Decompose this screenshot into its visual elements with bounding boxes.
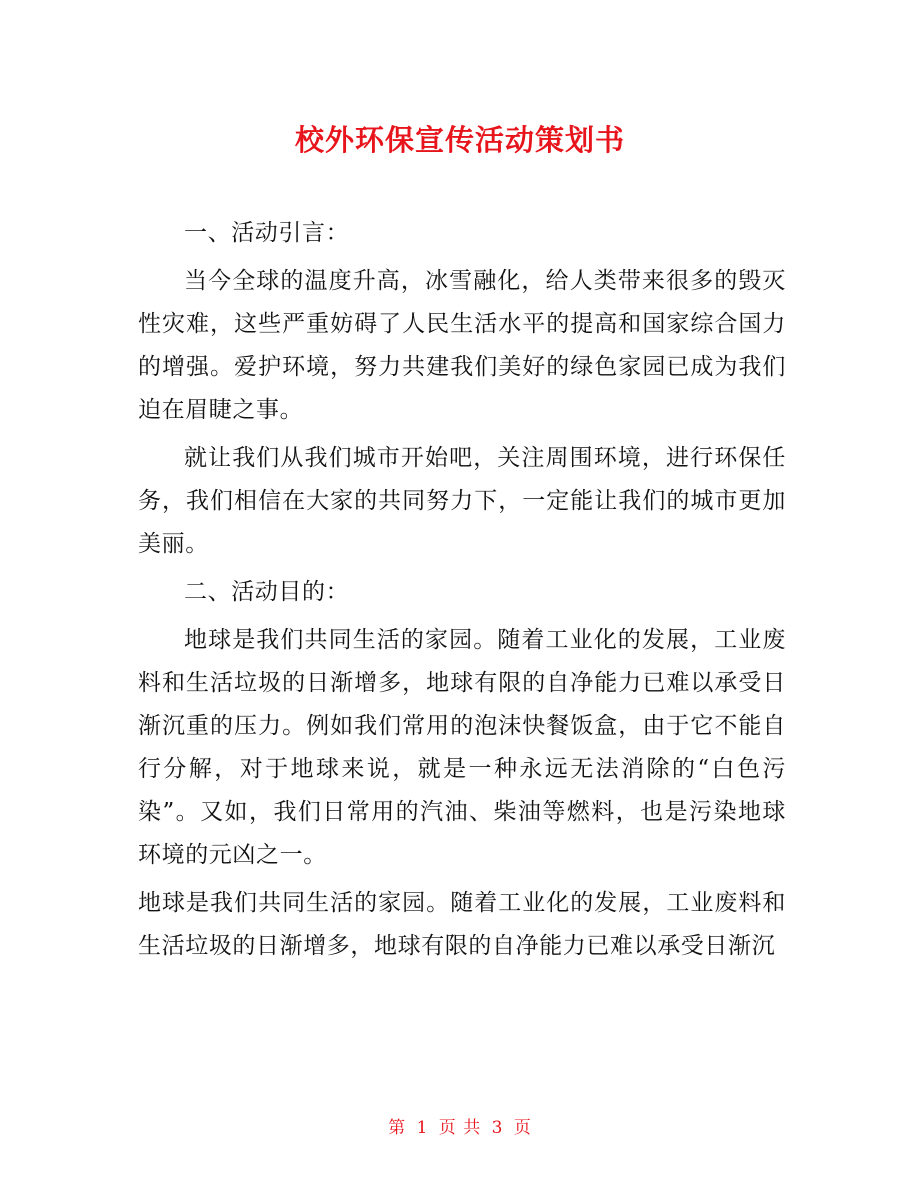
page-label-prefix: 第 bbox=[388, 1118, 407, 1138]
page-label-suffix: 页 bbox=[513, 1118, 532, 1138]
current-page-number: 1 bbox=[416, 1118, 429, 1138]
document-body bbox=[138, 212, 786, 973]
paragraph-introduction-1: 当今全球的温度升高，冰雪融化，给人类带来很多的毁灭性灾难，这些严重妨碍了人民生活水平的提高和国家综合国力的增强。爱护环境，努力共建我们美好的绿色家园已成为我们迫在眉睫之事。 bbox=[138, 268, 786, 423]
page-footer bbox=[0, 1113, 920, 1138]
total-pages-number: 3 bbox=[491, 1118, 504, 1138]
section-heading-introduction: 一、活动引言： bbox=[184, 220, 350, 246]
paragraph-purpose-1: 地球是我们共同生活的家园。随着工业化的发展，工业废料和生活垃圾的日渐增多，地球有限的自净能力已难以承受日渐沉重的压力。例如我们常用的泡沫快餐饭盒，由于它不能自行分解，对于地球来说，就是一种永远无法消除的“白色污染”。又如，我们日常用的汽油、柴油等燃料，也是污染地球环境的元凶之一。 bbox=[138, 627, 786, 868]
section-heading-purpose: 二、活动目的： bbox=[184, 579, 350, 605]
page-label-mid: 页 共 bbox=[438, 1118, 482, 1138]
paragraph-introduction-2: 就让我们从我们城市开始吧，关注周围环境，进行环保任务，我们相信在大家的共同努力下，一定能让我们的城市更加美丽。 bbox=[138, 445, 786, 557]
document-title: 校外环保宣传活动策划书 bbox=[294, 123, 625, 157]
paragraph-purpose-2: 地球是我们共同生活的家园。随着工业化的发展，工业废料和生活垃圾的日渐增多，地球有限的自净能力已难以承受日渐沉 bbox=[138, 890, 786, 959]
